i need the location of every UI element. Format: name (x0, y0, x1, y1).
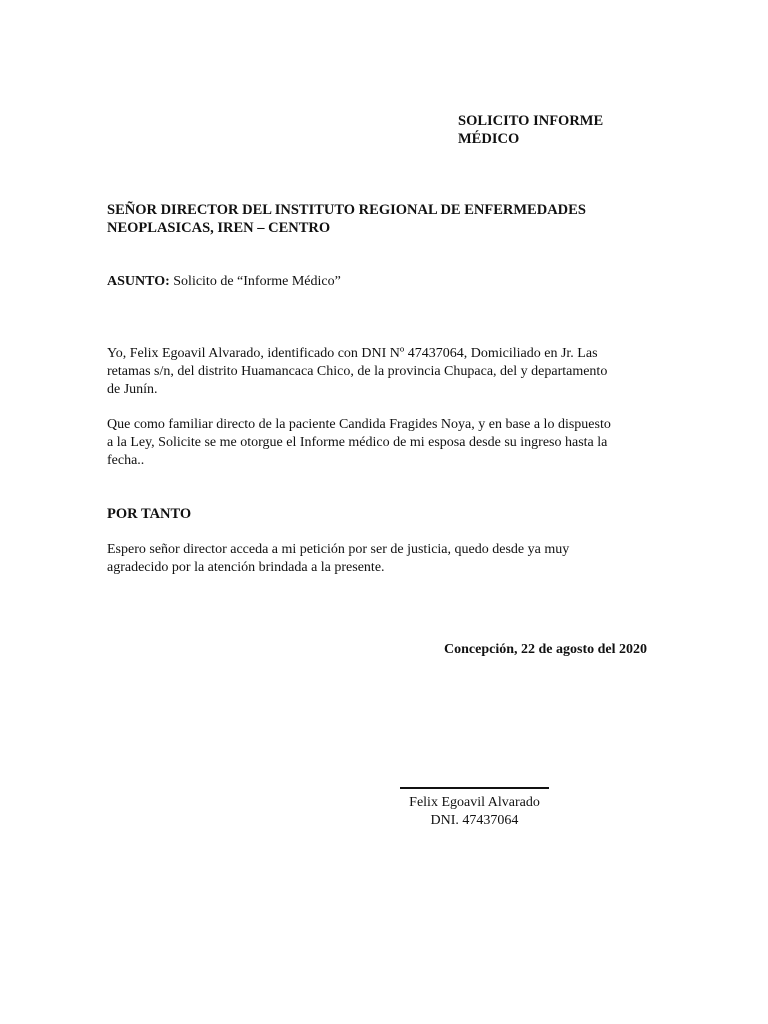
body-paragraph-request (107, 416, 682, 470)
asunto-text: Solicito de “Informe Médico” (169, 274, 341, 289)
signature-block (400, 794, 549, 830)
paragraph-line: fecha.. (107, 453, 145, 468)
subject-heading-line1: SOLICITO INFORME (458, 113, 604, 129)
subject-heading-line2: MÉDICO (458, 131, 520, 147)
paragraph-line: retamas s/n, del distrito Huamancaca Chico, de la provincia Chupaca, del y departamento (107, 364, 608, 379)
addressee (107, 201, 707, 237)
paragraph-line: Yo, Felix Egoavil Alvarado, identificado con DNI Nº 47437064, Domiciliado en Jr. Las (107, 346, 598, 361)
paragraph-line: a la Ley, Solicite se me otorgue el Informe médico de mi esposa desde su ingreso hasta la (107, 435, 608, 450)
paragraph-line: Espero señor director acceda a mi petición por ser de justicia, quedo desde ya muy (107, 542, 570, 557)
paragraph-line: de Junín. (107, 382, 158, 397)
signature-line (400, 787, 549, 789)
addressee-line1: SEÑOR DIRECTOR DEL INSTITUTO REGIONAL DE ENFERMEDADES (107, 202, 586, 218)
asunto-label: ASUNTO: (107, 274, 170, 289)
por-tanto-heading: POR TANTO (107, 506, 192, 522)
paragraph-line: agradecido por la atención brindada a la presente. (107, 560, 385, 575)
paragraph-line: Que como familiar directo de la paciente Candida Fragides Noya, y en base a lo dispuesto (107, 417, 611, 432)
signature-name: Felix Egoavil Alvarado (409, 795, 540, 810)
asunto-line (107, 273, 341, 291)
subject-heading (458, 112, 658, 148)
body-paragraph-identification (107, 345, 682, 399)
body-paragraph-closing (107, 541, 682, 577)
addressee-line2: NEOPLASICAS, IREN – CENTRO (107, 220, 331, 236)
place-date-line: Concepción, 22 de agosto del 2020 (444, 642, 647, 657)
signature-dni: DNI. 47437064 (430, 813, 519, 828)
